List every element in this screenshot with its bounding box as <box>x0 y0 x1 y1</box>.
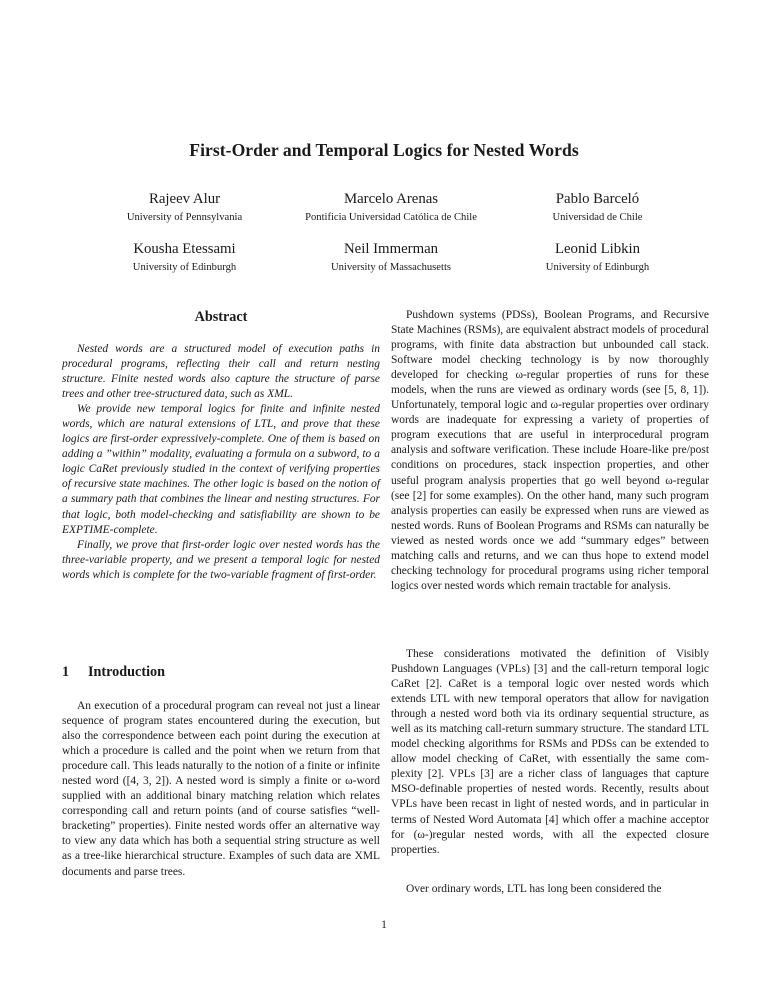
author-name: Kousha Etessami <box>133 241 236 257</box>
author-affiliation: University of Edinburgh <box>132 262 237 273</box>
author-affiliation: Universidad de Chile <box>552 212 643 223</box>
author-name: Leonid Libkin <box>554 241 641 257</box>
author-affiliation: University of Edinburgh <box>545 262 650 273</box>
author-row <box>100 240 680 275</box>
author-name: Pablo Barceló <box>555 191 640 207</box>
abstract-section <box>62 308 380 583</box>
author-affiliation: Pontificia Universidad Católica de Chile <box>305 212 477 223</box>
abstract-paragraph: We provide new temporal logics for finite and infinite nested words, which are natural extensions of LTL, and prove that these logics are first-order expressively-complete. One of them is based on adding a ”within” modality, evaluating a formula on a subword, to a logic CaRet previously studied in the context of verifying properties of recursive state machines. The other logic is based on the notion of a summary path that combines the linear and nesting structures. For that logic, both model-checking and satisfiability are shown to be EXPTIME-complete. <box>62 403 380 536</box>
author-block <box>100 190 680 290</box>
author <box>88 190 281 225</box>
author <box>295 240 488 275</box>
author-row <box>100 190 680 225</box>
abstract-paragraph: Nested words are a structured model of execution paths in procedural programs, reflecting their call and return nesting structure. Finite nested words also capture the structure of parse trees and other tree-structured data, such as XML. <box>62 343 380 401</box>
body-paragraph: These considerations motivated the definition of Visibly Pushdown Languages (VPLs) [3] and the call-return temporal logic CaRet [2]. CaRet is a temporal logic over nested words which extends LTL with new temporal operators that allow for navigation through a nested word both via its ordinary sequential structure, as well as its matching call-return summary structure. The standard LTL model checking algorithms for RSMs and PDSs can be extended to allow model checking of CaRet, with essentially the same complexity [2]. VPLs [3] are a richer class of languages that capture MSO-definable properties of nested words. Recently, results about VPLs have been recast in light of nested words, and in particular in terms of Nested Word Automata [4] which offer a machine acceptor for (ω-)regular nested words, with all the expected closure properties. <box>391 648 709 856</box>
author <box>295 190 488 225</box>
author <box>501 190 694 225</box>
author-affiliation: University of Pennsylvania <box>126 212 243 223</box>
author-name: Neil Immerman <box>343 241 439 257</box>
section-title: Introduction <box>88 664 165 680</box>
page-number: 1 <box>381 919 387 931</box>
body-paragraph: An execution of a procedural program can reveal not just a linear sequence of program states encountered during the execution, but also the correspondence between each point during the execution at which a procedure is called and the point when we return from that procedure call. This leads naturally to the notion of a finite or infinite nested word ([4, 3, 2]). A nested word is simply a finite or ω-word supplied with an additional binary matching relation which relates corresponding call and return points (and of course satisfies “well-bracketing” properties). Finite nested words offer an alternative way to view any data which has both a sequential string structure as well as a tree-like hierarchical structure. Examples of such data are XML documents and parse trees. <box>62 700 380 878</box>
body-paragraph-block <box>391 882 709 897</box>
introduction-left-column <box>62 699 380 880</box>
body-paragraph-block <box>391 647 709 858</box>
body-paragraph-block <box>391 308 709 594</box>
author-name: Marcelo Arenas <box>343 191 439 207</box>
abstract-paragraph: Finally, we prove that first-order logic over nested words has the three-variable property, and we present a temporal logic for nested words which is complete for the two-variable fragment of first-order. <box>62 538 380 581</box>
section-heading-introduction <box>62 664 165 681</box>
author-affiliation: University of Massachusetts <box>330 262 452 273</box>
body-paragraph: Over ordinary words, LTL has long been considered the <box>406 883 662 895</box>
body-paragraph: Pushdown systems (PDSs), Boolean Programs, and Recursive State Machines (RSMs), are equivalent abstract models of procedural programs, with finite data abstraction but unbounded call stack. Software model checking technology is by now thoroughly developed for checking ω-regular properties of runs for these models, when the runs are viewed as ordinary words (see [5, 8, 1]). Unfortunately, temporal logic and ω-regular properties over ordinary words are inadequate for expressing a variety of properties of program executions that are useful in interprocedural program analysis and software verification. These include Hoare-like pre/post conditions on procedures, stack inspection properties, and other useful program analysis properties that go well beyond ω-regular (see [2] for some examples). On the other hand, many such program analysis properties can easily be expressed when runs are viewed as nested words. Runs of Boolean Programs and RSMs can naturally be viewed as nested words once we add “summary edges” between matching calls and returns, and we can thus hope to extend model checking technology for procedural programs using richer temporal logics over nested words which remain tractable for analysis. <box>391 309 709 592</box>
abstract-heading: Abstract <box>194 309 248 325</box>
author <box>501 240 694 275</box>
author-name: Rajeev Alur <box>148 191 221 207</box>
section-number: 1 <box>62 664 70 680</box>
author <box>88 240 281 275</box>
paper-title: First-Order and Temporal Logics for Nested Words <box>189 139 579 160</box>
